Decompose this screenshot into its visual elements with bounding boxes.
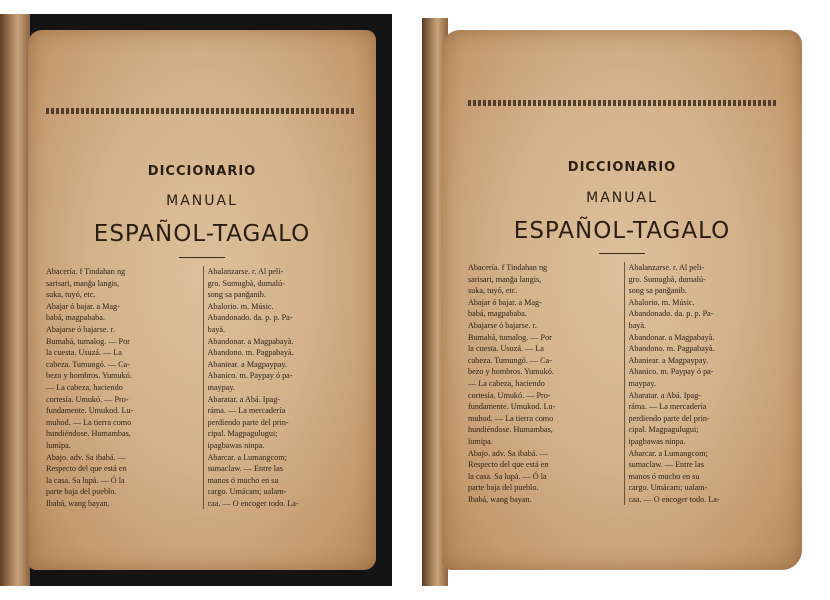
dictionary-line: perdiendo parte del prin-: [628, 413, 710, 423]
dictionary-line: caa. — O encoger todo. La-: [207, 498, 299, 508]
dictionary-line: muhod. — La tierra como: [46, 417, 132, 427]
scan-left-photo: [0, 14, 392, 586]
dictionary-line: song sa panğanib.: [207, 290, 266, 300]
dictionary-line: cortesía. Umukó. — Pro-: [468, 390, 551, 400]
dictionary-line: ipagbawas ninpa.: [207, 440, 265, 450]
dictionary-line: Abalanzarse. r. Al peli-: [207, 267, 284, 276]
dictionary-line: Abarcar. a Lumangcom;: [207, 452, 287, 462]
dictionary-line: cortesía. Umukó. — Pro-: [46, 394, 129, 404]
title-manual: MANUAL: [166, 193, 238, 209]
dictionary-line: muhod. — La tierra como: [468, 413, 554, 423]
dictionary-line: Abalanzarse. r. Al peli-: [628, 263, 705, 272]
dictionary-line: gro. Sumugbà, dumalú-: [207, 278, 285, 288]
dictionary-line: Abandono. m. Pagpabayà.: [628, 344, 715, 354]
dictionary-line: Abaratar. a Abá. Ipag-: [207, 394, 281, 404]
ornamental-rule: [468, 100, 776, 106]
dictionary-line: Abacería. f Tindahan ng: [46, 267, 126, 276]
column-right: [624, 262, 785, 505]
dictionary-line: sarisari, manğa langis,: [46, 278, 120, 288]
dictionary-line: cabeza. Tumungó. — Ca-: [46, 359, 130, 369]
dictionary-line: Abajarse ó bajarse. r.: [468, 320, 537, 330]
dictionary-line: cipal. Magpagulugui;: [207, 429, 278, 439]
dictionary-line: Abajarse ó bajarse. r.: [46, 324, 115, 334]
dictionary-line: la casa. Sa lupà. — Ó la: [46, 475, 125, 485]
dictionary-line: Abandono. m. Pagpabayà.: [207, 348, 294, 358]
dictionary-line: ipagbawas ninpa.: [628, 436, 686, 446]
dictionary-line: hundiéndose. Humambas,: [468, 425, 553, 435]
dictionary-line: la cuesta. Usuzá. — La: [468, 344, 544, 354]
title-manual: MANUAL: [586, 190, 658, 206]
dictionary-line: babá, magpababa.: [46, 313, 105, 323]
column-left: [464, 262, 624, 505]
dictionary-line: Bumabá, tumalog. — Por: [468, 332, 552, 342]
dictionary-line: sumaclaw. — Entre las: [207, 464, 283, 474]
dictionary-line: cipal. Magpagulugui;: [628, 425, 699, 435]
dictionary-line: suka, tuyó, etc.: [468, 286, 518, 296]
dictionary-line: fundamente. Umukod. Lu-: [46, 406, 134, 416]
title-espanol-tagalo: ESPAÑOL-TAGALO: [513, 218, 731, 244]
dictionary-line: Abandonado. da. p. p. Pa-: [207, 313, 293, 323]
dictionary-line: bayà.: [207, 324, 226, 334]
dictionary-line: Abajo. adv. Sa ibabá. —: [46, 452, 126, 462]
dictionary-line: cargo. Umácam; ualam-: [628, 483, 708, 493]
dictionary-line: Abajar ó bajar. a Mag-: [46, 301, 120, 311]
dictionary-line: maypay.: [628, 378, 656, 388]
dictionary-line: — La cabeza, haciendo: [46, 382, 123, 392]
dictionary-line: babá, magpababa.: [468, 309, 527, 319]
dictionary-line: Abanico. m. Paypay ó pa-: [628, 367, 714, 377]
dictionary-columns: [464, 262, 784, 505]
title-diccionario: DICCIONARIO: [567, 160, 677, 175]
dictionary-line: Ibabá, wang bayan.: [46, 498, 110, 508]
dictionary-line: Ibabá, wang bayan.: [468, 494, 532, 504]
dictionary-line: Abajar ó bajar. a Mag-: [468, 297, 542, 307]
dictionary-line: Abandonar. a Magpabayà.: [207, 336, 294, 346]
dictionary-line: ráma. — La mercadería: [628, 402, 707, 412]
dictionary-line: parte baja del pueblo.: [468, 483, 539, 493]
dictionary-line: song sa panğanib.: [628, 286, 687, 296]
dictionary-line: parte baja del pueblo.: [46, 487, 117, 497]
dictionary-line: Abarcar. a Lumangcom;: [628, 448, 708, 458]
book-page: [442, 30, 802, 570]
dictionary-line: Bumabá, tumalog. — Por: [46, 336, 130, 346]
dictionary-line: Abanico. m. Paypay ó pa-: [207, 371, 293, 381]
dictionary-line: caa. — O encoger todo. La-: [628, 494, 720, 504]
dictionary-line: Abajo. adv. Sa ibabá. —: [468, 448, 548, 458]
dictionary-line: ráma. — La mercadería: [207, 406, 286, 416]
dictionary-line: Abandonar. a Magpabayà.: [628, 332, 715, 342]
dictionary-line: Respecto del que está en: [46, 464, 127, 474]
scan-right-photo: [422, 18, 822, 586]
dictionary-line: — La cabeza, haciendo: [468, 378, 545, 388]
title-espanol-tagalo: ESPAÑOL-TAGALO: [93, 221, 311, 247]
title-diccionario: DICCIONARIO: [147, 164, 257, 179]
title-underline: [599, 253, 645, 254]
dictionary-line: Abacería. f Tindahan ng: [468, 263, 548, 272]
dictionary-line: Abaniear. a Magpaypay.: [207, 359, 287, 369]
dictionary-line: bezo y hombros. Yumukó.: [468, 367, 554, 377]
dictionary-line: suka, tuyó, etc.: [46, 290, 96, 300]
dictionary-line: Abaniear. a Magpaypay.: [628, 355, 708, 365]
dictionary-line: hundiéndose. Humambas,: [46, 429, 131, 439]
dictionary-line: manos ó mucho en su: [207, 475, 279, 485]
dictionary-line: Respecto del que está en: [468, 460, 549, 470]
dictionary-line: Abaratar. a Abá. Ipag-: [628, 390, 702, 400]
book-page: [28, 30, 376, 570]
dictionary-line: lumipa.: [46, 440, 71, 450]
book-spine: [0, 14, 30, 586]
dictionary-line: maypay.: [207, 382, 235, 392]
dictionary-line: lumipa.: [468, 436, 493, 446]
dictionary-columns: [42, 266, 364, 509]
dictionary-line: Abalorio. m. Músic.: [207, 301, 274, 311]
dictionary-line: gro. Sumugbà, dumalú-: [628, 274, 706, 284]
dictionary-line: sumaclaw. — Entre las: [628, 460, 704, 470]
dictionary-line: Abandonado. da. p. p. Pa-: [628, 309, 714, 319]
dictionary-line: Abalorio. m. Músic.: [628, 297, 695, 307]
dictionary-line: la cuesta. Usuzá. — La: [46, 348, 122, 358]
dictionary-line: cabeza. Tumungó. — Ca-: [468, 355, 552, 365]
dictionary-line: perdiendo parte del prin-: [207, 417, 289, 427]
dictionary-line: bezo y hombros. Yumukó.: [46, 371, 132, 381]
dictionary-line: fundamente. Umukod. Lu-: [468, 402, 556, 412]
ornamental-rule: [46, 108, 354, 114]
column-right: [203, 266, 365, 509]
column-left: [42, 266, 203, 509]
dictionary-line: bayà.: [628, 320, 647, 330]
dictionary-line: la casa. Sa lupà. — Ó la: [468, 471, 547, 481]
dictionary-line: cargo. Umácam; ualam-: [207, 487, 287, 497]
title-underline: [179, 257, 225, 258]
dictionary-line: manos ó mucho en su: [628, 471, 700, 481]
dictionary-line: sarisari, manğa langis,: [468, 274, 542, 284]
